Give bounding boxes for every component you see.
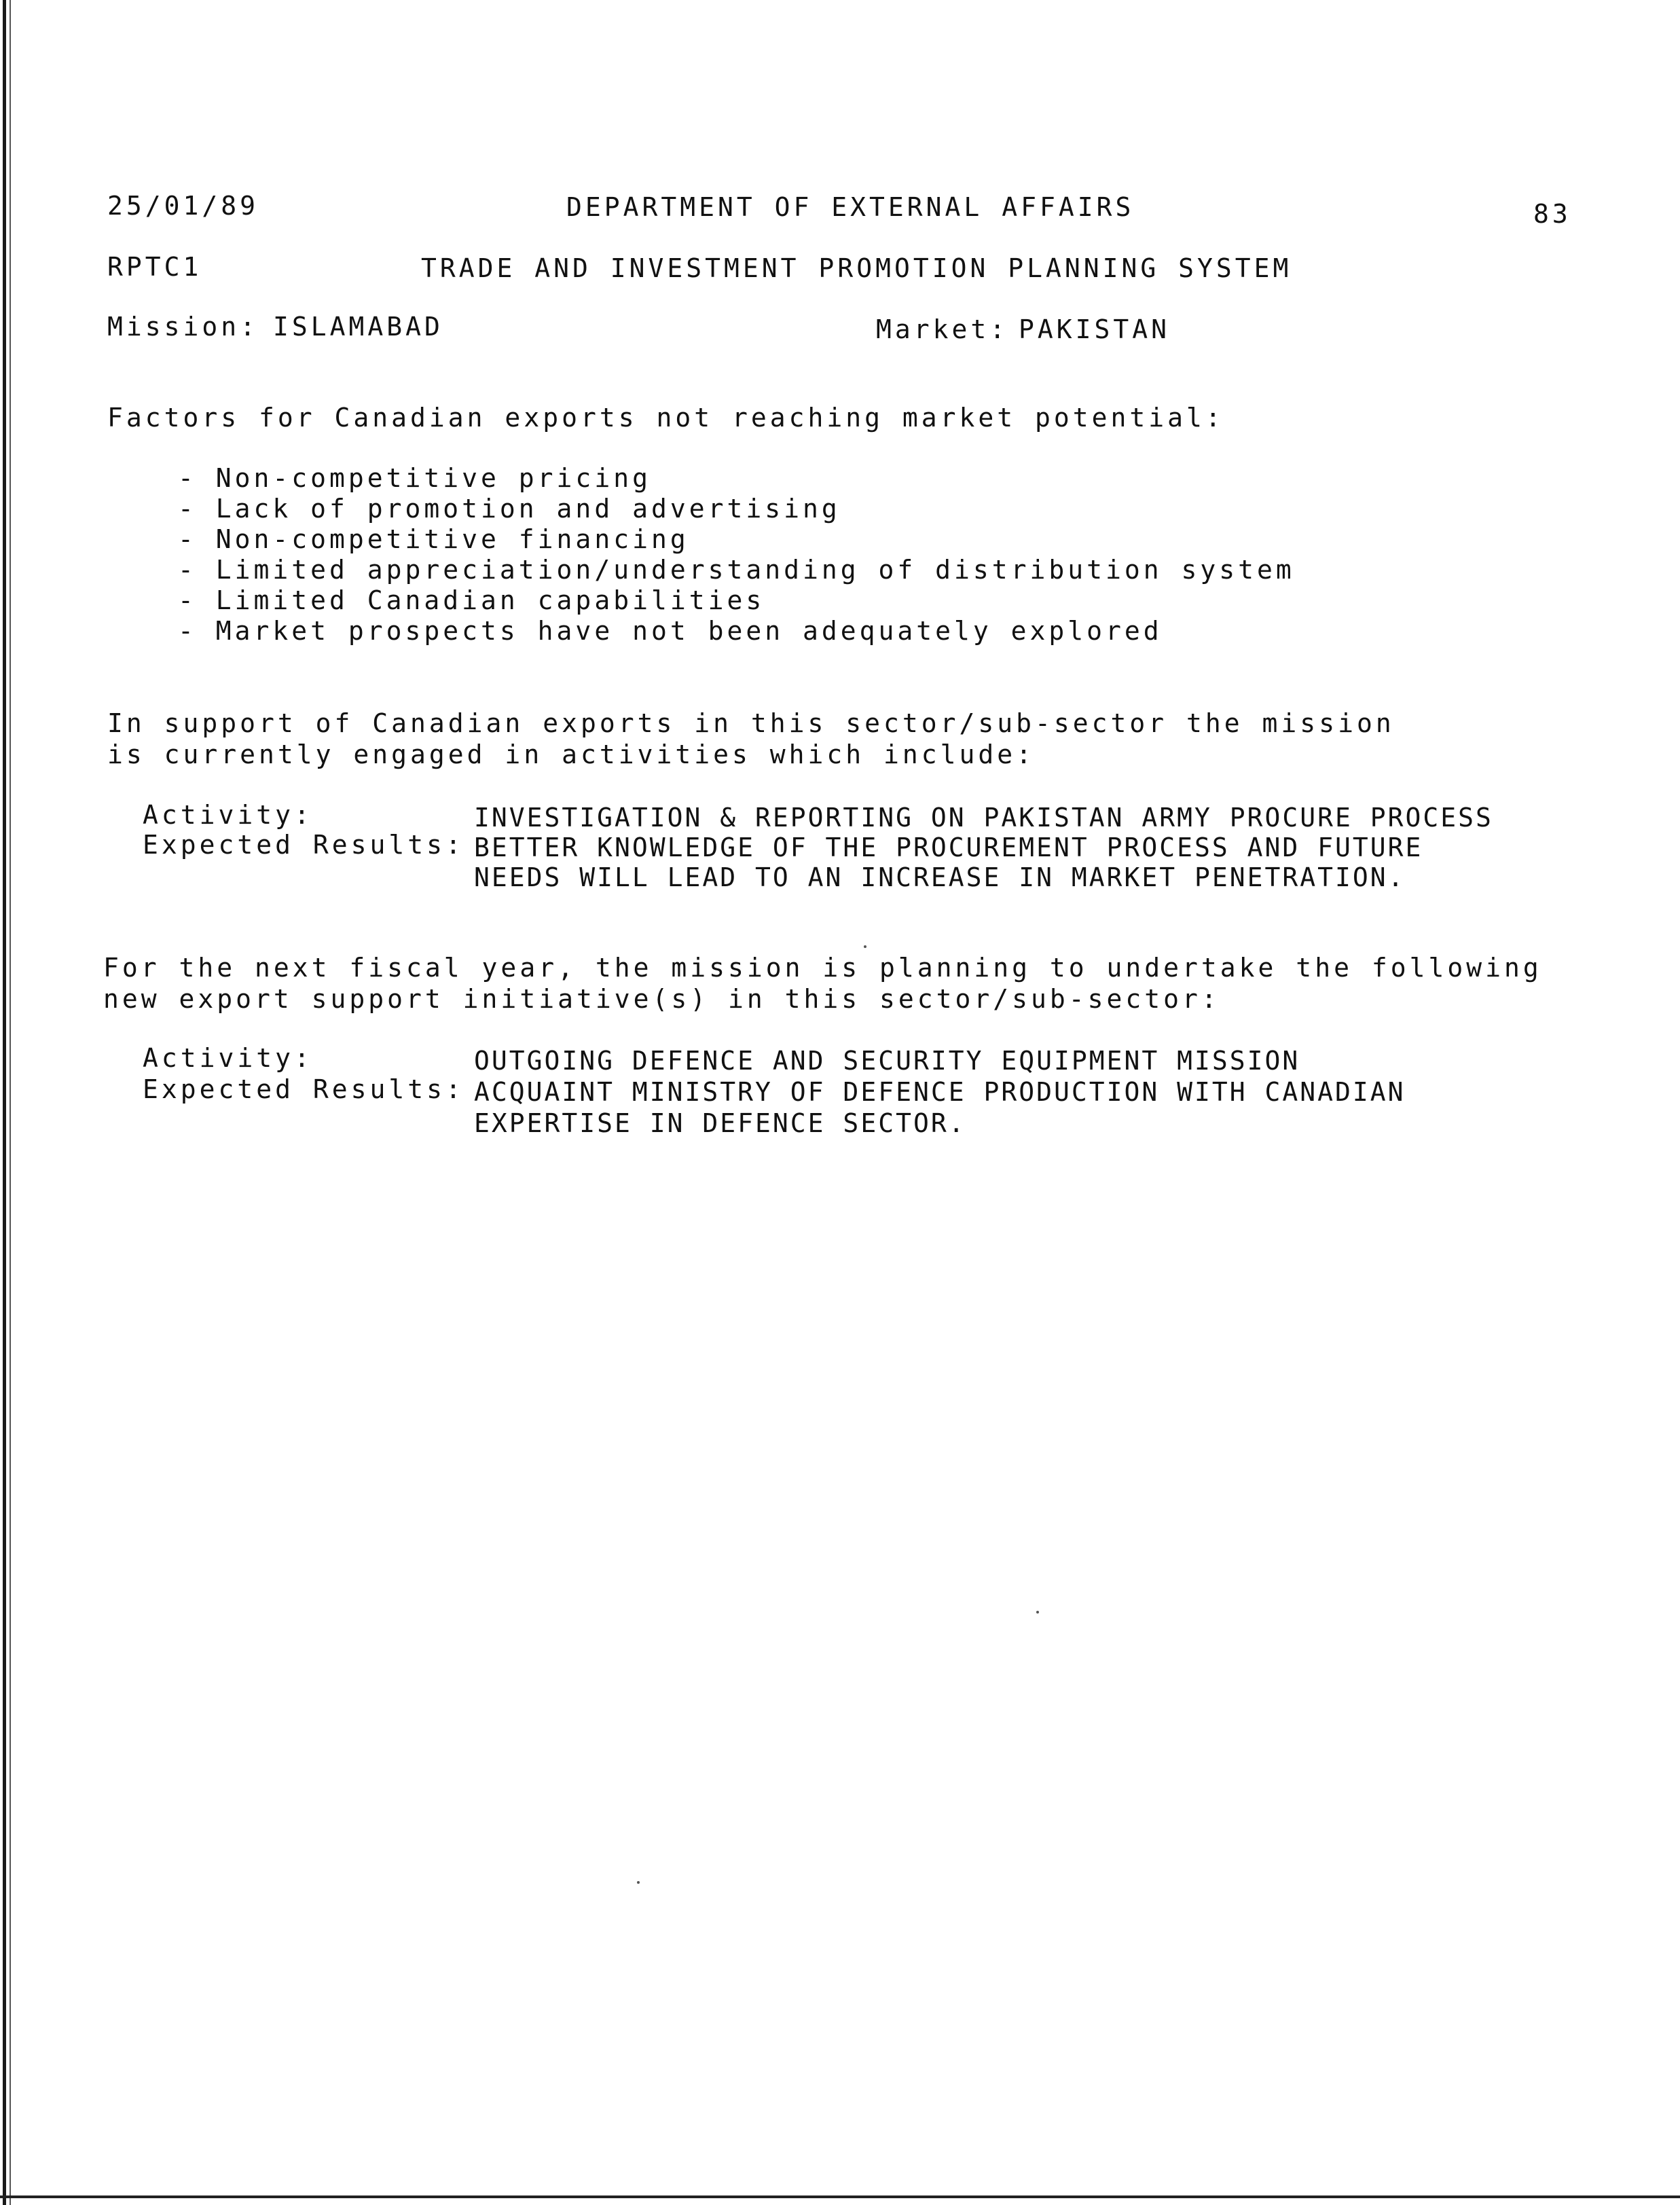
scan-left-edge <box>3 0 6 2205</box>
scan-speck <box>1036 1611 1039 1614</box>
next-year-intro-line1: For the next fiscal year, the mission is planning to undertake the following <box>103 953 1542 983</box>
factors-heading: Factors for Canadian exports not reaching market potential: <box>107 403 1224 433</box>
current-results-line1: BETTER KNOWLEDGE OF THE PROCUREMENT PROCESS AND FUTURE <box>474 833 1423 862</box>
mission-value: ISLAMABAD <box>273 312 443 342</box>
page-number: 83 <box>1533 199 1571 229</box>
scan-speck <box>637 1881 640 1884</box>
next-results-line2: EXPERTISE IN DEFENCE SECTOR. <box>474 1108 966 1138</box>
market-label: Market: <box>876 314 1009 344</box>
current-activity-value: INVESTIGATION & REPORTING ON PAKISTAN ARMY PROCURE PROCESS <box>474 803 1493 833</box>
department-title: DEPARTMENT OF EXTERNAL AFFAIRS <box>566 192 1135 222</box>
next-results-line1: ACQUAINT MINISTRY OF DEFENCE PRODUCTION WITH CANADIAN <box>474 1077 1406 1107</box>
report-code: RPTC1 <box>107 252 202 282</box>
list-item: - Lack of promotion and advertising <box>178 494 841 524</box>
scan-left-edge-inner <box>10 0 11 2205</box>
report-date: 25/01/89 <box>107 191 259 221</box>
list-item: - Limited appreciation/understanding of distribution system <box>178 555 1295 585</box>
current-activity-label: Activity: <box>143 800 313 830</box>
current-results-line2: NEEDS WILL LEAD TO AN INCREASE IN MARKET PENETRATION. <box>474 862 1406 892</box>
list-item: - Non-competitive financing <box>178 524 689 554</box>
next-year-intro-line2: new export support initiative(s) in this sector/sub-sector: <box>103 984 1220 1014</box>
next-activity-label: Activity: <box>143 1043 313 1073</box>
next-results-label: Expected Results: <box>143 1074 464 1104</box>
system-title: TRADE AND INVESTMENT PROMOTION PLANNING SYSTEM <box>421 253 1292 283</box>
factors-list <box>178 463 1295 646</box>
market-value: PAKISTAN <box>1019 314 1171 344</box>
current-results-label: Expected Results: <box>143 830 464 860</box>
current-intro-line2: is currently engaged in activities which include: <box>107 740 1036 769</box>
current-intro-line1: In support of Canadian exports in this sector/sub-sector the mission <box>107 708 1395 738</box>
scan-bottom-edge <box>0 2195 1680 2198</box>
scan-speck <box>864 945 866 948</box>
list-item: - Limited Canadian capabilities <box>178 585 765 615</box>
list-item: - Market prospects have not been adequately explored <box>178 616 1163 646</box>
next-activity-value: OUTGOING DEFENCE AND SECURITY EQUIPMENT MISSION <box>474 1046 1300 1076</box>
list-item: - Non-competitive pricing <box>178 463 651 493</box>
mission-label: Mission: <box>107 312 259 342</box>
